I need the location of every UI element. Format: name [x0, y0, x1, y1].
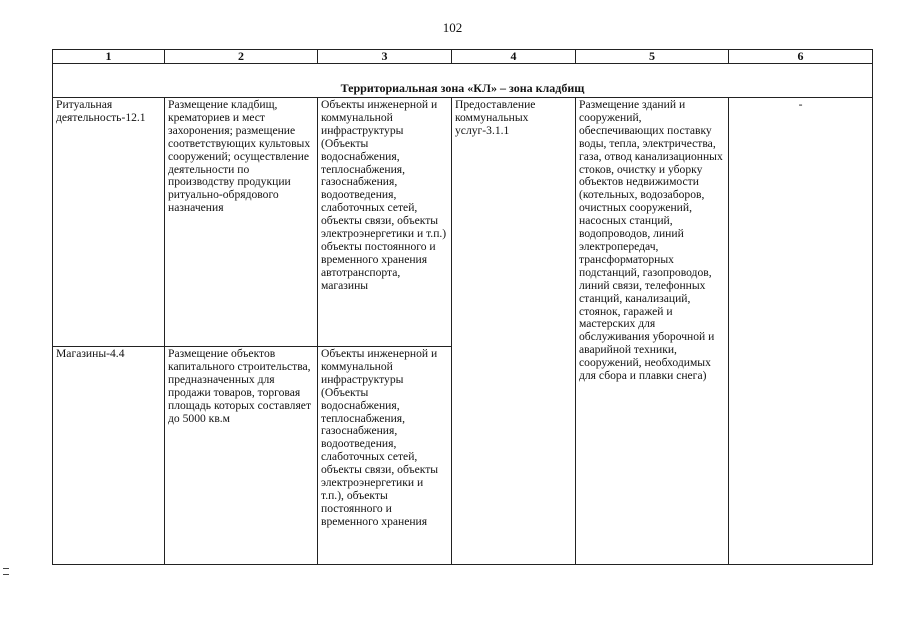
- header-col-3: 3: [318, 50, 452, 64]
- page-number: 102: [442, 20, 463, 35]
- header-col-1: 1: [53, 50, 165, 64]
- auxiliary-cell: Объекты инженерной и коммунальной инфраструктуры (Объекты водоснабжения, теплоснабжения, газоснабжения, водоотведения, слаботочных сетей, объекты связи, объекты электроэнергетики и т.п.) объекты постоянного и временного хранения автотранспорта, магазины: [318, 98, 452, 347]
- use-cell: Магазины-4.4: [53, 347, 165, 565]
- header-col-4: 4: [452, 50, 576, 64]
- header-col-5: 5: [576, 50, 729, 64]
- auxiliary-cell: Объекты инженерной и коммунальной инфраструктуры (Объекты водоснабжения, теплоснабжения, газоснабжения, водоотведения, слаботочных сетей, объекты связи, объекты электроэнергетики и т.п.), объекты постоянного и временного хранения: [318, 347, 452, 565]
- use-cell: Ритуальная деятельность-12.1: [53, 98, 165, 347]
- conditional-description-cell: Размещение зданий и сооружений, обеспечивающих поставку воды, тепла, электричества, газа, отвод канализационных стоков, очистку и уборку объектов недвижимости (котельных, водозаборов, очистных сооружений, насосных станций, водопроводов, линий электропередач, трансформаторных подстанций, газопроводов, линий связи, телефонных станций, канализаций, стоянок, гаражей и мастерских для обслуживания уборочной и аварийной техники, сооружений, необходимых для сбора и плавки снега): [576, 98, 729, 565]
- zone-title-row: [53, 64, 873, 98]
- table-row: [53, 98, 873, 347]
- header-number-row: [53, 50, 873, 64]
- header-col-6: 6: [729, 50, 873, 64]
- conditional-use-cell: Предоставление коммунальных услуг-3.1.1: [452, 98, 576, 565]
- zoning-table: [52, 49, 873, 565]
- description-cell: Размещение кладбищ, крематориев и мест захоронения; размещение соответствующих культовых сооружений; осуществление деятельности по производству продукции ритуально-обрядового назначения: [165, 98, 318, 347]
- margin-mark: [3, 574, 9, 575]
- margin-mark: [3, 568, 9, 569]
- column6-cell: -: [729, 98, 873, 565]
- description-cell: Размещение объектов капитального строительства, предназначенных для продажи товаров, торговая площадь которых составляет до 5000 кв.м: [165, 347, 318, 565]
- zone-title: Территориальная зона «КЛ» – зона кладбищ: [53, 64, 873, 98]
- header-col-2: 2: [165, 50, 318, 64]
